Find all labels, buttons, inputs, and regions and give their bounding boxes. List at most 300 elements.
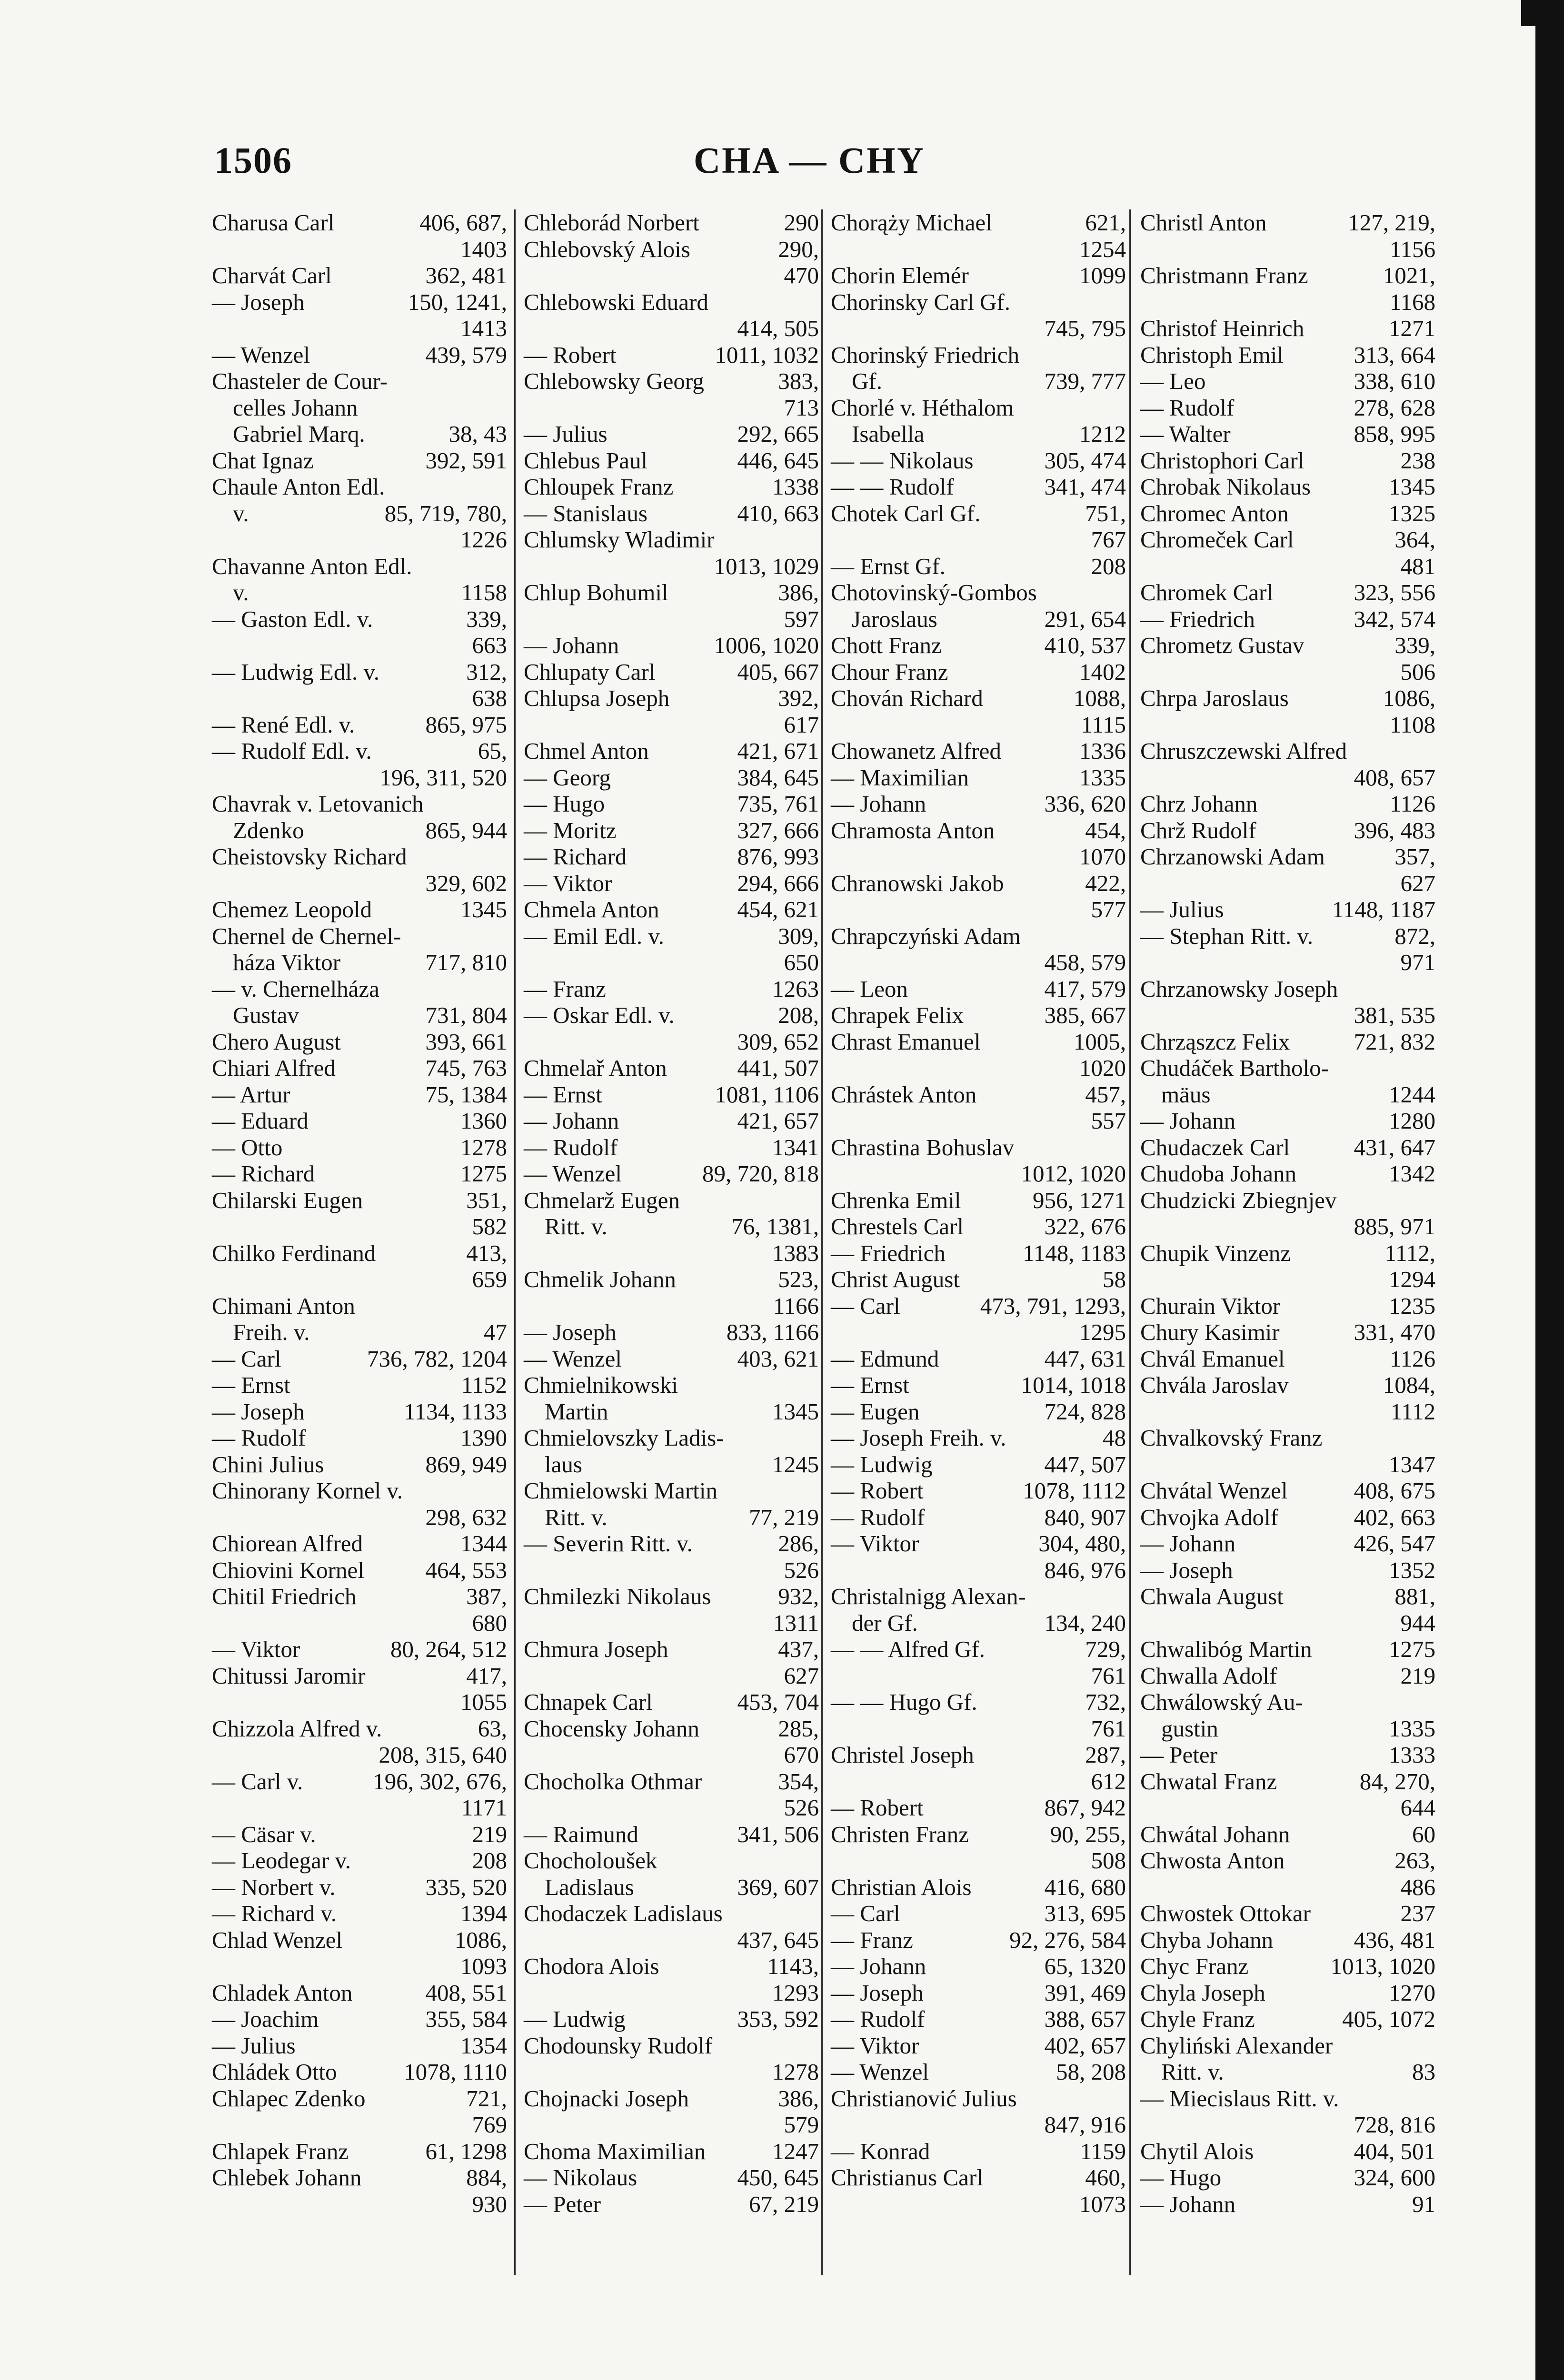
entry-name: Christophori Carl [1140,447,1305,474]
entry-pages: 454, [1085,817,1126,843]
entry-pages: 313, 695 [1044,1900,1126,1926]
entry-name: — Joachim [212,2006,319,2032]
index-line [524,1160,819,1187]
entry-pages: 305, 474 [1044,447,1126,474]
entry-pages: 1006, 1020 [714,632,819,658]
entry-name: Chavanne Anton Edl. [212,553,412,579]
entry-name: Chrapczyński Adam [831,922,1021,949]
entry-pages: 208, 315, 640 [379,1742,507,1768]
index-line [1140,1610,1435,1636]
index-line [1140,474,1435,500]
entry-pages: 1134, 1133 [404,1398,507,1425]
index-line [831,236,1126,263]
index-line [524,500,819,527]
index-line [831,1081,1126,1108]
entry-pages: 872, [1395,922,1435,949]
entry-name: Chorin Elemér [831,262,969,288]
index-line [524,342,819,368]
entry-pages: 523, [778,1266,819,1292]
entry-pages: 421, 671 [737,738,819,764]
entry-name: — — Rudolf [831,474,954,500]
entry-pages: 1336 [1079,738,1126,764]
entry-name: Chlapek Franz [212,2138,349,2164]
entry-pages: 85, 719, 780, [384,500,507,526]
entry-pages: 67, 219 [749,2191,819,2217]
entry-pages: 582 [472,1213,507,1240]
entry-name: — Carl [831,1292,900,1319]
index-line [1140,1002,1435,1029]
entry-pages: 732, [1085,1689,1126,1715]
index-line [1140,395,1435,421]
entry-pages: 1403 [460,236,507,262]
index-line [212,843,507,870]
entry-name: Ladislaus [545,1874,634,1900]
index-line [831,1213,1126,1240]
index-line [831,1557,1126,1584]
entry-pages: 745, 763 [425,1055,507,1081]
entry-pages: 1156 [1389,236,1435,262]
entry-pages: 75, 1384 [425,1081,507,1108]
entry-pages: 713 [784,394,819,421]
index-line [524,2164,819,2191]
index-line [1140,1108,1435,1134]
index-line [831,579,1126,606]
entry-name: — Carl [212,1345,281,1372]
entry-pages: 1078, 1112 [1023,1478,1126,1504]
column-rule [821,209,823,2275]
entry-name: — Norbert v. [212,1874,336,1900]
entry-name: Martin [545,1398,608,1425]
index-line [524,738,819,764]
entry-name: — Georg [524,764,611,791]
entry-name: — — Nikolaus [831,447,974,474]
entry-name: Chemez Leopold [212,896,372,922]
entry-pages: 287, [1085,1742,1126,1768]
running-head: CHA — CHY [693,139,926,181]
index-line [831,474,1126,500]
index-line [831,342,1126,368]
entry-pages: 447, 507 [1044,1451,1126,1478]
index-line [212,764,507,791]
entry-name: Chramosta Anton [831,817,995,843]
entry-name: Chlebowski Eduard [524,288,708,315]
entry-name: Chmilezki Nikolaus [524,1583,711,1609]
entry-pages: 408, 551 [425,1979,507,2006]
entry-name: Chocholoušek [524,1847,657,1874]
entry-name: — Walter [1140,421,1231,447]
index-line [212,2191,507,2218]
entry-name: Chiari Alfred [212,1055,336,1081]
index-line [1140,1900,1435,1927]
entry-name: Jaroslaus [852,605,937,632]
index-line [831,659,1126,685]
entry-pages: 453, 704 [737,1689,819,1715]
index-line [831,2033,1126,2059]
index-line [212,579,507,606]
entry-name: Chlebowsky Georg [524,368,704,394]
index-line [831,1055,1126,1081]
index-line [1140,1451,1435,1478]
entry-pages: 506 [1400,658,1435,685]
index-line [212,738,507,764]
entry-pages: 1126 [1389,1345,1435,1372]
entry-pages: 353, 592 [737,2006,819,2032]
entry-pages: 612 [1091,1768,1126,1795]
entry-name: — Wenzel [524,1160,622,1187]
entry-pages: 579 [784,2112,819,2138]
index-line [1140,553,1435,580]
entry-name: celles Johann [233,394,358,421]
index-line [831,1953,1126,1980]
entry-name: Chojnacki Joseph [524,2085,689,2112]
entry-name: Chvátal Wenzel [1140,1478,1288,1504]
entry-name: Chorinský Friedrich [831,341,1020,368]
index-line [1140,2191,1435,2218]
entry-pages: 219 [472,1821,507,1847]
index-line [524,209,819,236]
entry-pages: 387, [466,1583,507,1609]
entry-pages: 339, [1395,632,1435,658]
entry-pages: 847, 916 [1044,2112,1126,2138]
entry-pages: 60 [1412,1821,1435,1847]
index-line [212,1927,507,1954]
entry-name: — — Alfred Gf. [831,1636,985,1662]
entry-name: Chován Richard [831,685,983,711]
index-line [524,1610,819,1636]
index-line [831,1002,1126,1029]
entry-pages: 1143, [767,1953,819,1979]
entry-name: — Wenzel [212,341,310,368]
index-line [1140,949,1435,976]
index-line [212,1716,507,1742]
entry-pages: 617 [784,711,819,738]
index-line [212,1953,507,1980]
entry-name: — Joseph [1140,1557,1233,1583]
entry-name: — Friedrich [831,1240,946,1266]
entry-pages: 932, [778,1583,819,1609]
entry-name: — Maximilian [831,764,969,791]
index-line [1140,1055,1435,1081]
entry-name: Chyliński Alexander [1140,2032,1333,2059]
column-1 [212,209,507,2285]
entry-pages: 450, 645 [737,2164,819,2191]
index-line [212,1663,507,1689]
entry-name: Ritt. v. [545,1504,608,1530]
index-line [1140,2059,1435,2085]
index-line [831,712,1126,738]
entry-pages: 481 [1400,553,1435,579]
entry-pages: 1084, [1383,1372,1435,1398]
index-line [524,368,819,395]
index-line [212,1346,507,1372]
entry-name: — Julius [212,2032,296,2059]
entry-name: Christen Franz [831,1821,969,1847]
entry-pages: 403, 621 [737,1345,819,1372]
entry-pages: 1342 [1389,1160,1435,1187]
entry-name: Chlupaty Carl [524,658,656,685]
entry-name: — Stanislaus [524,500,648,526]
index-line [831,2138,1126,2165]
entry-pages: 437, [778,1636,819,1662]
index-line [524,1900,819,1927]
index-line [212,262,507,289]
entry-pages: 627 [784,1662,819,1689]
entry-pages: 76, 1381, [731,1213,819,1240]
entry-name: Chury Kasimir [1140,1319,1280,1345]
entry-name: Chwalla Adolf [1140,1662,1277,1689]
entry-pages: 470 [784,262,819,288]
entry-name: Chyc Franz [1140,1953,1249,1979]
entry-name: Chlebovský Alois [524,236,690,262]
entry-name: Chudoba Johann [1140,1160,1296,1187]
index-line [1140,712,1435,738]
entry-pages: 1112, [1385,1240,1435,1266]
entry-pages: 1263 [772,975,819,1002]
entry-pages: 92, 276, 584 [1009,1926,1126,1953]
entry-name: Cheistovsky Richard [212,843,407,870]
entry-name: Chodaczek Ladislaus [524,1900,723,1926]
entry-pages: 526 [784,1557,819,1583]
entry-name: Chini Julius [212,1451,324,1478]
entry-name: Chour Franz [831,658,948,685]
entry-pages: 65, 1320 [1044,1953,1126,1979]
entry-name: Chmelař Anton [524,1055,667,1081]
entry-pages: 341, 506 [737,1821,819,1847]
entry-name: Chrastina Bohuslav [831,1134,1015,1160]
entry-name: — Richard v. [212,1900,337,1926]
entry-name: Chimani Anton [212,1292,355,1319]
entry-name: Gustav [233,1002,299,1028]
entry-name: — Edmund [831,1345,939,1372]
entry-pages: 1070 [1079,843,1126,870]
entry-name: — Gaston Edl. v. [212,605,373,632]
entry-name: Christ August [831,1266,960,1292]
entry-pages: 858, 995 [1354,421,1435,447]
entry-pages: 1226 [460,526,507,553]
index-line [1140,368,1435,395]
index-line [831,1847,1126,1874]
entry-name: Chvála Jaroslav [1140,1372,1289,1398]
entry-name: Chernel de Chernel- [212,922,401,949]
index-line [524,553,819,580]
column-4 [1140,209,1435,2285]
entry-pages: 1126 [1389,791,1435,817]
entry-pages: 313, 664 [1354,341,1435,368]
entry-pages: 464, 553 [425,1557,507,1583]
entry-name: Chlupsa Joseph [524,685,670,711]
entry-name: — Joseph [524,1319,617,1345]
entry-pages: 127, 219, [1348,209,1435,236]
index-line [1140,526,1435,553]
entry-pages: 83 [1412,2059,1435,2085]
index-line [831,447,1126,474]
index-line [831,1927,1126,1954]
entry-pages: 80, 264, 512 [390,1636,507,1662]
entry-name: — Robert [524,341,617,368]
index-line [212,1689,507,1716]
entry-pages: 364, [1395,526,1435,553]
index-line [1140,1768,1435,1795]
index-line [831,606,1126,633]
index-line [1140,817,1435,844]
entry-name: Chorlé v. Héthalom [831,394,1014,421]
entry-pages: 309, [778,922,819,949]
index-line [831,1398,1126,1425]
index-line [212,1874,507,1901]
entry-name: Chrząszcz Felix [1140,1028,1290,1055]
entry-pages: 1014, 1018 [1021,1372,1126,1398]
entry-pages: 1055 [460,1689,507,1715]
index-line [1140,1160,1435,1187]
index-line [524,447,819,474]
index-line [524,685,819,712]
entry-pages: 1345 [772,1398,819,1425]
entry-pages: 1275 [1389,1636,1435,1662]
entry-name: Chitil Friedrich [212,1583,357,1609]
index-line [1140,1742,1435,1768]
index-line [831,368,1126,395]
scan-edge [1535,0,1564,2380]
entry-pages: 1390 [460,1425,507,1451]
entry-name: — Viktor [831,1530,919,1557]
entry-pages: 1325 [1389,500,1435,526]
entry-pages: 404, 501 [1354,2138,1435,2164]
entry-pages: 342, 574 [1354,605,1435,632]
entry-name: Chyba Johann [1140,1926,1273,1953]
entry-pages: 417, [466,1662,507,1689]
entry-name: Chitussi Jaromir [212,1662,366,1689]
entry-name: Chrzanowski Adam [1140,843,1325,870]
entry-name: — Ernst [831,1372,909,1398]
entry-pages: 1171 [461,1795,507,1821]
index-line [212,817,507,844]
index-line [524,976,819,1002]
entry-name: — Johann [1140,1530,1236,1557]
entry-pages: 1270 [1389,1979,1435,2006]
entry-name: Chmel Anton [524,738,649,764]
entry-name: — Joseph [831,1979,924,2006]
index-line [1140,579,1435,606]
index-line [212,1504,507,1531]
entry-name: — Johann [1140,2191,1236,2217]
entry-name: — Viktor [212,1636,300,1662]
entry-name: — Oskar Edl. v. [524,1002,675,1028]
entry-name: — Ludwig [831,1451,933,1478]
entry-name: Chizzola Alfred v. [212,1715,382,1742]
entry-pages: 410, 663 [737,500,819,526]
index-line [212,1847,507,1874]
index-line [831,421,1126,447]
entry-pages: 208 [472,1847,507,1874]
index-line [524,1266,819,1293]
entry-name: Chlebek Johann [212,2164,362,2191]
index-line [212,1134,507,1161]
index-line [524,1134,819,1161]
entry-name: Chiorean Alfred [212,1530,363,1557]
entry-pages: 312, [466,658,507,685]
index-line [831,949,1126,976]
index-line [212,1583,507,1610]
entry-name: — Ernst Gf. [831,553,946,579]
entry-pages: 736, 782, 1204 [367,1345,507,1372]
entry-pages: 1278 [772,2059,819,2085]
index-line [831,1980,1126,2006]
entry-pages: 1402 [1079,658,1126,685]
entry-pages: 1245 [772,1451,819,1478]
entry-pages: 290 [784,209,819,236]
entry-pages: 577 [1091,896,1126,922]
index-line [212,1240,507,1267]
index-line [524,526,819,553]
index-line [524,315,819,342]
entry-name: — Konrad [831,2138,930,2164]
index-line [212,368,507,395]
index-line [1140,342,1435,368]
index-line [524,1293,819,1319]
entry-pages: 1354 [460,2032,507,2059]
entry-name: — Stephan Ritt. v. [1140,922,1313,949]
index-line [1140,1847,1435,1874]
index-line [212,1319,507,1346]
index-line [1140,1821,1435,1848]
index-line [831,1583,1126,1610]
entry-name: Chytil Alois [1140,2138,1254,2164]
entry-name: Chyla Joseph [1140,1979,1265,2006]
entry-name: Isabella [852,421,925,447]
index-line [1140,1372,1435,1398]
entry-name: — Miecislaus Ritt. v. [1140,2085,1339,2112]
entry-name: Chwatal Franz [1140,1768,1277,1795]
index-line [524,870,819,897]
entry-name: laus [545,1451,582,1478]
index-line [831,870,1126,897]
entry-name: Chrz Johann [1140,791,1258,817]
entry-name: háza Viktor [233,949,341,975]
entry-pages: 1158 [461,579,507,605]
entry-name: Chilko Ferdinand [212,1240,376,1266]
entry-name: Chrast Emanuel [831,1028,981,1055]
entry-name: — Robert [831,1478,924,1504]
index-line [831,1689,1126,1716]
entry-name: Chero August [212,1028,341,1055]
entry-pages: 437, 645 [737,1926,819,1953]
entry-pages: 971 [1400,949,1435,975]
entry-name: Chorąży Michael [831,209,992,236]
index-line [831,262,1126,289]
index-line [212,1293,507,1319]
index-line [524,764,819,791]
entry-pages: 417, 579 [1044,975,1126,1002]
page-number: 1506 [214,139,292,181]
entry-pages: 460, [1085,2164,1126,2191]
entry-pages: 406, 687, [419,209,507,236]
entry-name: Chlad Wenzel [212,1926,343,1953]
index-line [831,553,1126,580]
column-rule [1129,209,1131,2275]
entry-name: — Viktor [524,870,612,896]
entry-pages: 408, 657 [1354,764,1435,791]
index-line [831,1108,1126,1134]
entry-pages: 1148, 1187 [1332,896,1435,922]
entry-name: Chwálowský Au- [1140,1689,1303,1715]
index-line [831,896,1126,923]
entry-pages: 393, 661 [425,1028,507,1055]
index-line [212,1557,507,1584]
entry-pages: 329, 602 [425,870,507,896]
entry-name: Chromek Carl [1140,579,1273,605]
entry-pages: 1012, 1020 [1021,1160,1126,1187]
index-line [212,791,507,817]
